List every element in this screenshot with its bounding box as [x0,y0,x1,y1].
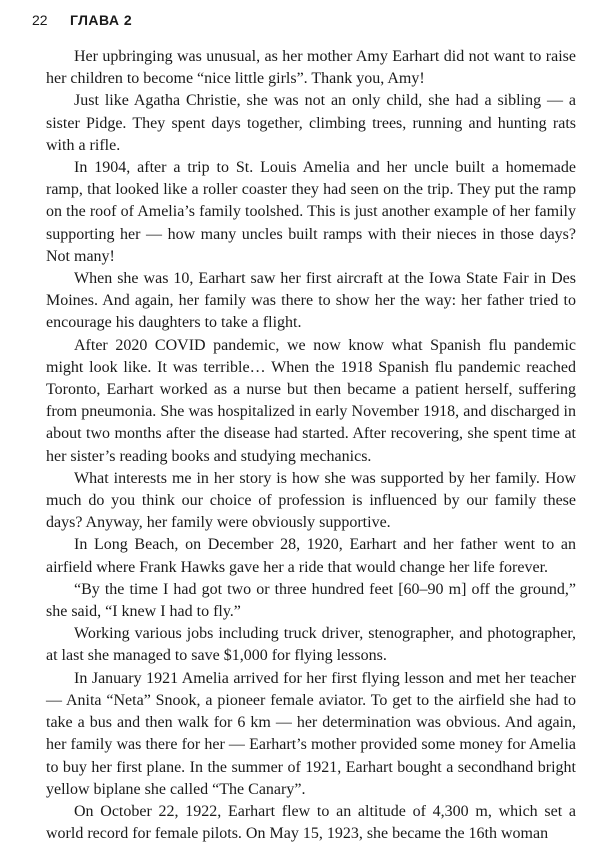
paragraph: When she was 10, Earhart saw her first aircraft at the Iowa State Fair in Des Moines. And again, her family was there to show her the way: her father tried to encourage his daughters to take a flight. [46,270,576,332]
paragraph: In Long Beach, on December 28, 1920, Earhart and her father went to an airfield where Frank Hawks gave her a ride that would change her life forever. [46,536,576,576]
paragraph: Her upbringing was unusual, as her mother Amy Earhart did not want to raise her children to become “nice little girls”. Thank you, Amy! [46,48,576,88]
paragraph: “By the time I had got two or three hundred feet [60–90 m] off the ground,” she said, “I knew I had to fly.” [46,580,576,621]
paragraph: On October 22, 1922, Earhart flew to an altitude of 4,300 m, which set a world record for female pilots. On May 15, 1923, she became the 16th woman [46,802,576,843]
paragraph: What interests me in her story is how she was supported by her family. How much do you think our choice of profession is influenced by our family these days? Anyway, her family were obviously supportive. [46,469,576,532]
running-head [32,12,576,34]
paragraph: After 2020 COVID pandemic, we now know what Spanish flu pandemic might look like. It was terrible… When the 1918 Spanish flu pandemic reached Toronto, Earhart worked as a nurse but then became a patient herself, suffering from pneumonia. She was hospitalized in early November 1918, and discharged in about two months after the disease had started. After recovering, she spent time at her sister’s reading books and studying mechanics. [46,336,576,465]
page-number: 22 [32,12,48,28]
paragraph: Just like Agatha Christie, she was not an only child, she had a sibling — a sister Pidge. They spent days together, climbing trees, running and hunting rats with a rifle. [46,92,576,154]
paragraph: In January 1921 Amelia arrived for her first flying lesson and met her teacher — Anita “Neta” Snook, a pioneer female aviator. To get to the airfield she had to take a bus and then walk for 6 km — her determination was obvious. And again, her family was there for her — Earhart’s mother provided some money for Amelia to buy her first plane. In the summer of 1921, Earhart bought a secondhand bright yellow biplane she called “The Canary”. [46,669,576,798]
body-text [46,46,576,845]
chapter-label: ГЛАВА 2 [70,12,133,28]
paragraph: In 1904, after a trip to St. Louis Amelia and her uncle built a homemade ramp, that looked like a roller coaster they had seen on the trip. They put the ramp on the roof of Amelia’s family toolshed. This is just another example of her family supporting her — how many uncles built ramps with their nieces in those days? Not many! [46,159,576,265]
paragraph: Working various jobs including truck driver, stenographer, and photographer, at last she managed to save $1,000 for flying lessons. [46,625,576,665]
